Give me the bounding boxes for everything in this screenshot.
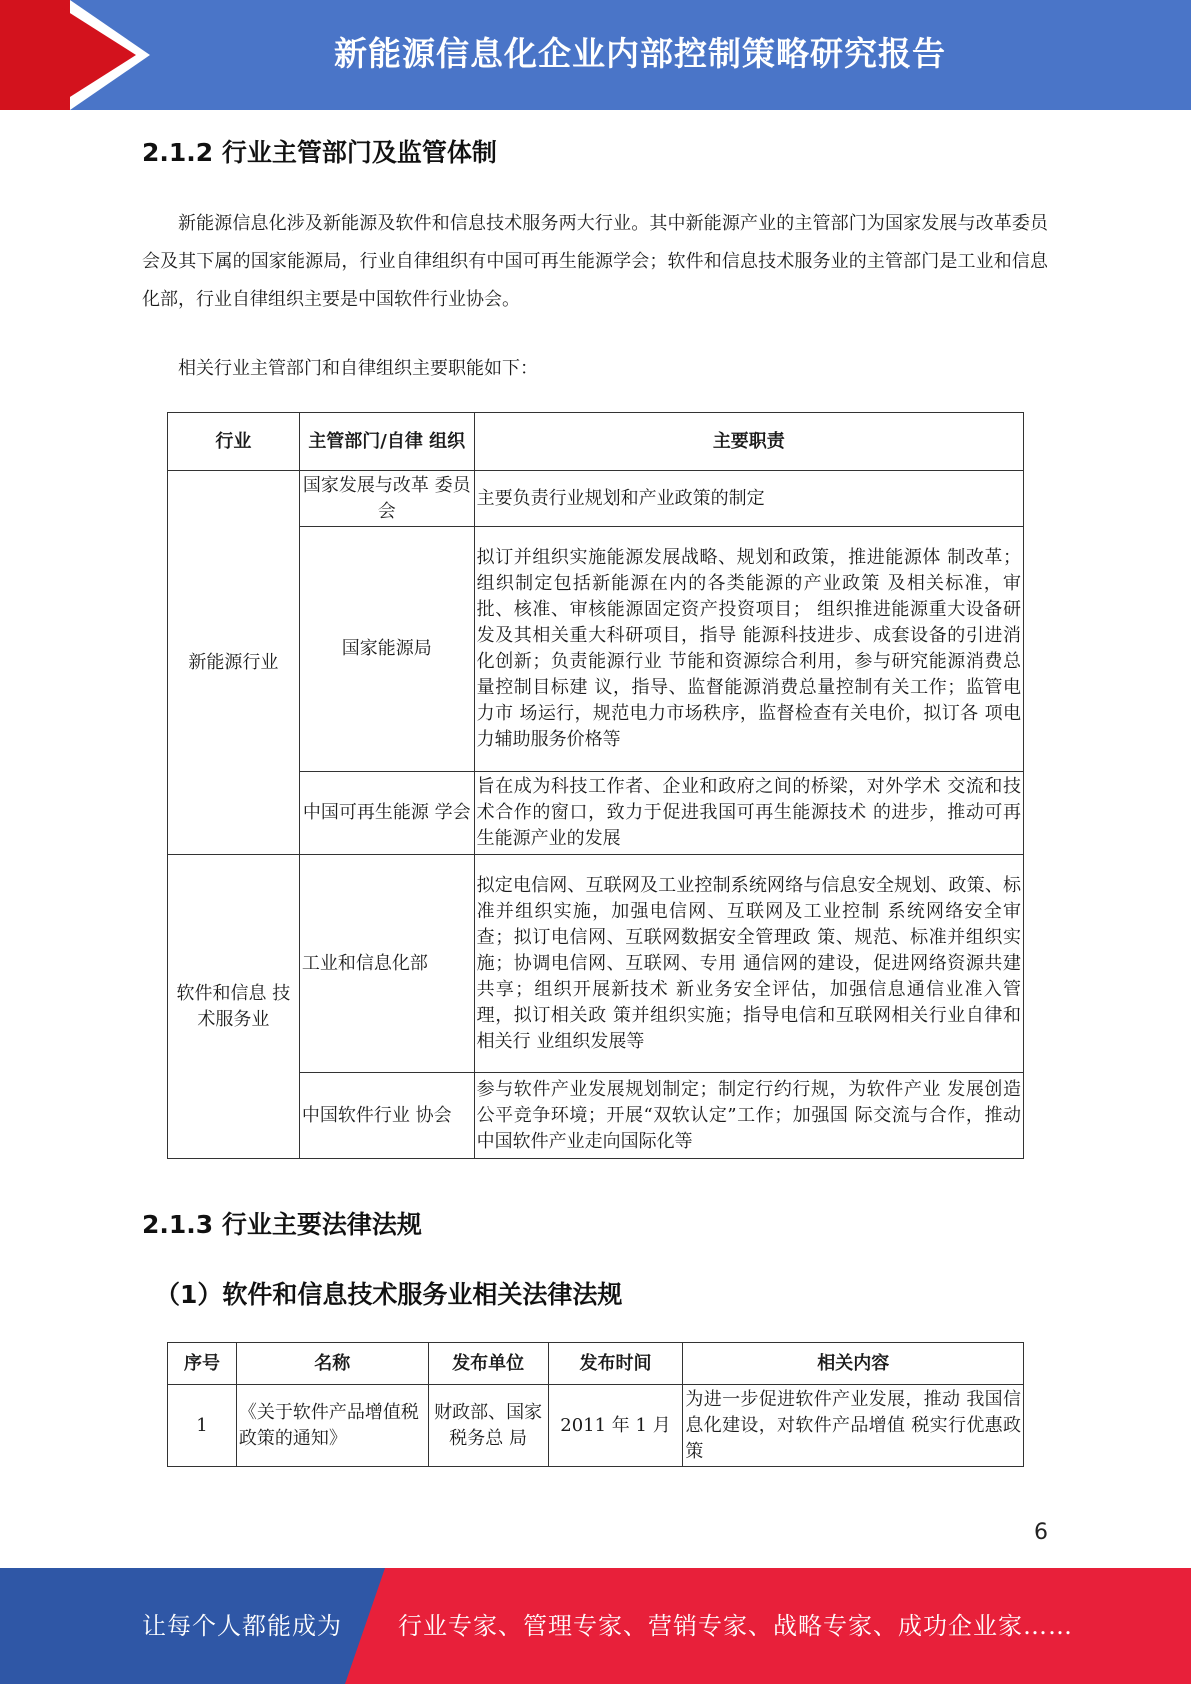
footer-banner bbox=[0, 1568, 1191, 1684]
dept-cell: 国家发展与改革 委员会 bbox=[299, 471, 474, 527]
col-header-content: 相关内容 bbox=[683, 1343, 1024, 1385]
col-header-no: 序号 bbox=[168, 1343, 237, 1385]
header-banner bbox=[0, 0, 1191, 110]
duty-cell: 拟订并组织实施能源发展战略、规划和政策，推进能源体 制改革；组织制定包括新能源在内的各类能源的产业政策 及相关标准，审批、核准、审核能源固定资产投资项目； 组织推进能源重大设备研发及其相关重大科研项目，指导 能源科技进步、成套设备的引进消化创新；负责能源行业 节能和资源综合利用，参与研究能源消费总量控制目标建 议，指导、监督能源消费总量控制有关工作；监管电力市 场运行，规范电力市场秩序，监督检查有关电价，拟订各 项电力辅助服务价格等 bbox=[474, 527, 1023, 772]
footer-slogan-right: 行业专家、管理专家、营销专家、战略专家、成功企业家…… bbox=[398, 1612, 1073, 1640]
dept-cell: 中国可再生能源 学会 bbox=[299, 772, 474, 855]
footer-blue-slant bbox=[345, 1568, 385, 1684]
table-row bbox=[168, 855, 1024, 1073]
col-header-duty: 主要职责 bbox=[474, 413, 1023, 471]
col-header-issuer: 发布单位 bbox=[428, 1343, 548, 1385]
section-heading-213: 2.1.3 行业主要法律法规 bbox=[142, 1210, 422, 1239]
col-header-dept: 主管部门/自律 组织 bbox=[299, 413, 474, 471]
dept-cell: 国家能源局 bbox=[299, 527, 474, 772]
dept-cell: 工业和信息化部 bbox=[299, 855, 474, 1073]
no-cell: 1 bbox=[168, 1385, 237, 1467]
header-red-block bbox=[0, 0, 70, 110]
content-cell: 为进一步促进软件产业发展，推动 我国信息化建设，对软件产品增值 税实行优惠政策 bbox=[683, 1385, 1024, 1467]
date-cell: 2011 年 1 月 bbox=[548, 1385, 683, 1467]
table-row bbox=[168, 471, 1024, 527]
duty-cell: 拟定电信网、互联网及工业控制系统网络与信息安全规划、政策、标准并组织实施，加强电信网、互联网及工业控制 系统网络安全审查；拟订电信网、互联网数据安全管理政 策、规范、标准并组织实施；协调电信网、互联网、专用 通信网的建设，促进网络资源共建共享；组织开展新技术 新业务安全评估，加强信息通信业准入管理，拟订相关政 策并组织实施；指导电信和互联网相关行业自律和相关行 业组织发展等 bbox=[474, 855, 1023, 1073]
col-header-name: 名称 bbox=[236, 1343, 428, 1385]
dept-cell: 中国软件行业 协会 bbox=[299, 1073, 474, 1159]
table-row bbox=[168, 1385, 1024, 1467]
footer-slogan-left: 让每个人都能成为 bbox=[142, 1612, 342, 1640]
col-header-date: 发布时间 bbox=[548, 1343, 683, 1385]
table-header-row bbox=[168, 1343, 1024, 1385]
laws-table bbox=[167, 1342, 1024, 1467]
table-header-row bbox=[168, 413, 1024, 471]
name-cell: 《关于软件产品增值税政策的通知》 bbox=[236, 1385, 428, 1467]
duty-cell: 主要负责行业规划和产业政策的制定 bbox=[474, 471, 1023, 527]
subsection-heading: （1）软件和信息技术服务业相关法律法规 bbox=[155, 1280, 623, 1309]
paragraph-intro: 新能源信息化涉及新能源及软件和信息技术服务两大行业。其中新能源产业的主管部门为国家发展与改革委员会及其下属的国家能源局，行业自律组织有中国可再生能源学会；软件和信息技术服务业的主管部门是工业和信息化部，行业自律组织主要是中国软件行业协会。 bbox=[142, 213, 1048, 310]
duty-cell: 旨在成为科技工作者、企业和政府之间的桥梁，对外学术 交流和技术合作的窗口，致力于促进我国可再生能源技术 的进步，推动可再生能源产业的发展 bbox=[474, 772, 1023, 855]
industry-cell: 新能源行业 bbox=[168, 471, 300, 855]
issuer-cell: 财政部、国家税务总 局 bbox=[428, 1385, 548, 1467]
page-number: 6 bbox=[1034, 1520, 1048, 1545]
report-title: 新能源信息化企业内部控制策略研究报告 bbox=[334, 34, 946, 73]
industry-cell: 软件和信息 技术服务业 bbox=[168, 855, 300, 1159]
header-chevron-red bbox=[62, 8, 136, 102]
duty-cell: 参与软件产业发展规划制定；制定行约行规，为软件产业 发展创造公平竞争环境；开展“双软认定”工作；加强国 际交流与合作，推动中国软件产业走向国际化等 bbox=[474, 1073, 1023, 1159]
regulators-table bbox=[167, 412, 1024, 1159]
col-header-industry: 行业 bbox=[168, 413, 300, 471]
paragraph-table-intro: 相关行业主管部门和自律组织主要职能如下： bbox=[178, 358, 538, 379]
section-heading-212: 2.1.2 行业主管部门及监管体制 bbox=[142, 138, 497, 167]
